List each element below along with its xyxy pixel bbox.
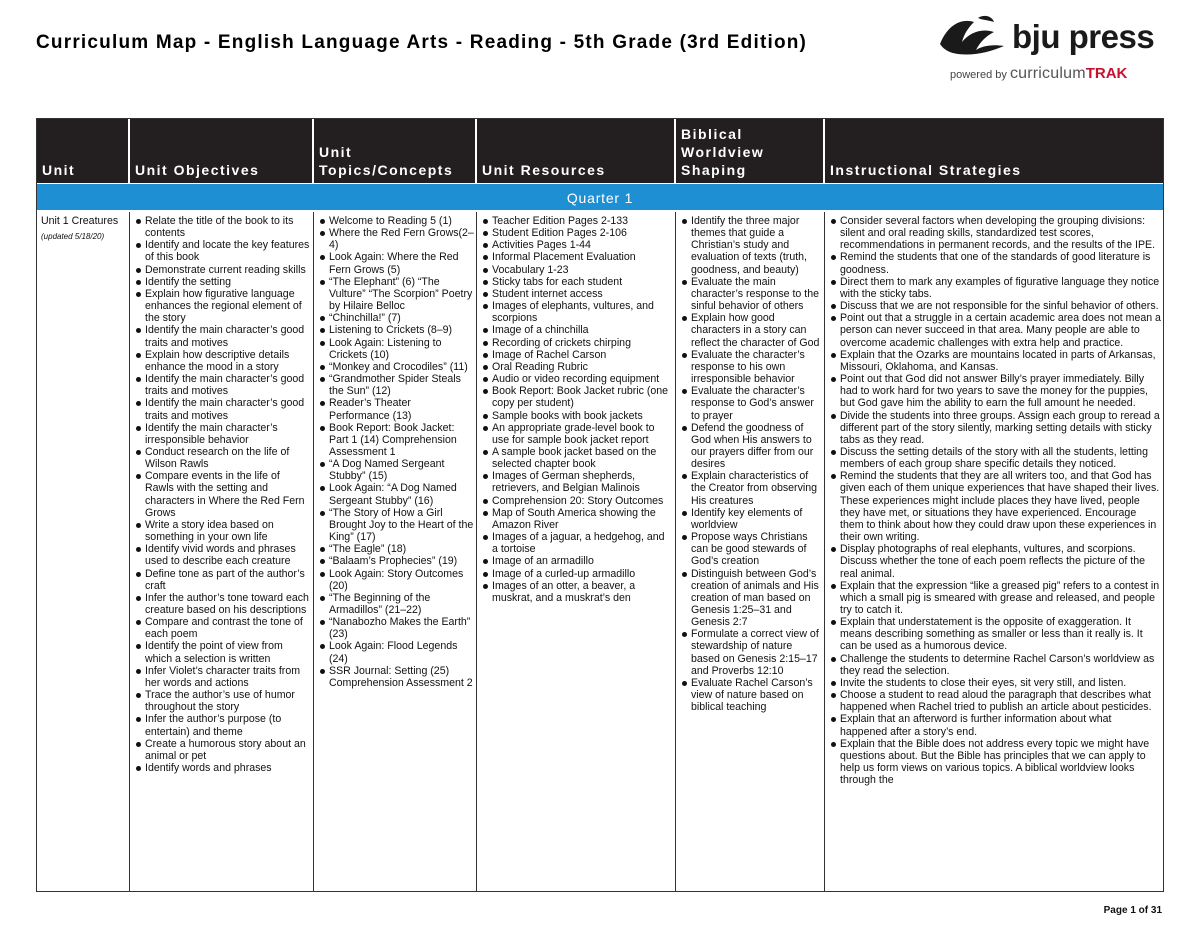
worldview-item: Evaluate Rachel Carson’s view of nature based on biblical teaching [680, 677, 822, 713]
unit-column [37, 212, 130, 891]
objectives-item: Write a story idea based on something in your own life [134, 519, 311, 543]
topics-column [314, 212, 477, 891]
objectives-item: Trace the author’s use of humor throughout the story [134, 689, 311, 713]
objectives-item: Explain how figurative language enhances the regional element of the story [134, 288, 311, 324]
resources-item: Images of elephants, vultures, and scorpions [481, 300, 673, 324]
strategies-item: Explain that understatement is the opposite of exaggeration. It means describing something as smaller or less than it really is. It can be used as a humorous device. [829, 616, 1161, 652]
resources-item: Teacher Edition Pages 2-133 [481, 215, 673, 227]
objectives-item: Identify and locate the key features of this book [134, 239, 311, 263]
strategies-item: Remind the students that they are all writers too, and that God has given each of them unique experiences that have shaped their lives. These experiences might include places they have lived, people they have met, or situations they have experienced. Encourage them to think about how they could draw upon these experiences in their own writing. [829, 470, 1161, 543]
header-resources: Unit Resources [477, 119, 676, 183]
resources-item: Comprehension 20: Story Outcomes [481, 495, 673, 507]
worldview-item: Explain characteristics of the Creator from observing His creatures [680, 470, 822, 506]
objectives-item: Define tone as part of the author’s craft [134, 568, 311, 592]
worldview-item: Distinguish between God’s creation of animals and His creation of man based on Genesis 1:25–31 and Genesis 2:7 [680, 568, 822, 629]
resources-column [477, 212, 676, 891]
header-objectives: Unit Objectives [130, 119, 314, 183]
topics-item: Look Again: Listening to Crickets (10) [318, 337, 474, 361]
topics-item: Where the Red Fern Grows(2–4) [318, 227, 474, 251]
objectives-column [130, 212, 314, 891]
strategies-item: Discuss that we are not responsible for the sinful behavior of others. [829, 300, 1161, 312]
objectives-item: Compare events in the life of Rawls with the setting and characters in Where the Red Fern Grows [134, 470, 311, 519]
quarter-banner: Quarter 1 [37, 183, 1163, 211]
topics-item: Look Again: Where the Red Fern Grows (5) [318, 251, 474, 275]
resources-item: Oral Reading Rubric [481, 361, 673, 373]
objectives-item: Identify the main character’s good traits and motives [134, 324, 311, 348]
objectives-item: Identify the main character’s good traits and motives [134, 373, 311, 397]
worldview-item: Formulate a correct view of stewardship of nature based on Genesis 2:15–17 and Proverbs 12:10 [680, 628, 822, 677]
strategies-item: Explain that an afterword is further information about what happened after a story’s end. [829, 713, 1161, 737]
topics-item: Look Again: Flood Legends (24) [318, 640, 474, 664]
topics-item: Book Report: Book Jacket: Part 1 (14) Comprehension Assessment 1 [318, 422, 474, 458]
resources-item: Images of a jaguar, a hedgehog, and a tortoise [481, 531, 673, 555]
strategies-column [825, 212, 1163, 891]
resources-list [481, 215, 673, 604]
trak-text: TRAK [1085, 65, 1128, 82]
objectives-item: Relate the title of the book to its contents [134, 215, 311, 239]
header-worldview: Biblical Worldview Shaping [676, 119, 825, 183]
resources-item: Map of South America showing the Amazon River [481, 507, 673, 531]
resources-item: Image of an armadillo [481, 555, 673, 567]
worldview-list [680, 215, 822, 713]
page-number: Page 1 of 31 [1103, 905, 1162, 916]
strategies-item: Explain that the Bible does not address every topic we might have questions about. But the Bible has principles that we can apply to help us form views on various topics. A biblical worldview looks through the [829, 738, 1161, 787]
topics-item: Welcome to Reading 5 (1) [318, 215, 474, 227]
strategies-item: Consider several factors when developing the grouping divisions: silent and oral reading skills, standardized test scores, recommendations in permanent records, and the results of the IPE. [829, 215, 1161, 251]
worldview-item: Evaluate the main character’s response to the sinful behavior of others [680, 276, 822, 312]
worldview-item: Explain how good characters in a story can reflect the character of God [680, 312, 822, 348]
strategies-item: Point out that a struggle in a certain academic area does not mean a person can never succeed in that area. Many people are able to overcome academic challenges with extra help and practice. [829, 312, 1161, 348]
topics-list [318, 215, 474, 689]
objectives-item: Identify the main character’s irresponsible behavior [134, 422, 311, 446]
strategies-item: Explain that the Ozarks are mountains located in parts of Arkansas, Missouri, Oklahoma, and Kansas. [829, 349, 1161, 373]
objectives-item: Explain how descriptive details enhance the mood in a story [134, 349, 311, 373]
header-unit: Unit [37, 119, 130, 183]
resources-item: Student Edition Pages 2-106 [481, 227, 673, 239]
topics-item: Look Again: “A Dog Named Sergeant Stubby” (16) [318, 482, 474, 506]
curriculum-text: curriculum [1009, 65, 1086, 82]
objectives-item: Infer the author’s purpose (to entertain) and theme [134, 713, 311, 737]
resources-item: Activities Pages 1-44 [481, 239, 673, 251]
objectives-item: Identify words and phrases [134, 762, 311, 774]
topics-item: “Grandmother Spider Steals the Sun” (12) [318, 373, 474, 397]
topics-item: SSR Journal: Setting (25) Comprehension Assessment 2 [318, 665, 474, 689]
resources-item: Sticky tabs for each student [481, 276, 673, 288]
worldview-item: Identify key elements of worldview [680, 507, 822, 531]
strategies-item: Invite the students to close their eyes, sit very still, and listen. [829, 677, 1161, 689]
objectives-item: Identify vivid words and phrases used to describe each creature [134, 543, 311, 567]
strategies-item: Point out that God did not answer Billy’s prayer immediately. Billy had to work hard for two years to save the money for the puppies, but God gave him the ability to earn the full amount he needed. [829, 373, 1161, 409]
strategies-item: Explain that the expression “like a greased pig” refers to a contest in which a small pig is smeared with grease and released, and people try to catch it. [829, 580, 1161, 616]
topics-item: Look Again: Story Outcomes (20) [318, 568, 474, 592]
brand-name: bju press [1012, 18, 1155, 55]
resources-item: Sample books with book jackets [481, 410, 673, 422]
worldview-item: Evaluate the character’s response to God’s answer to prayer [680, 385, 822, 421]
header-topics: Unit Topics/Concepts [314, 119, 477, 183]
strategies-item: Direct them to mark any examples of figurative language they notice with the sticky tabs. [829, 276, 1161, 300]
objectives-item: Demonstrate current reading skills [134, 264, 311, 276]
topics-item: “A Dog Named Sergeant Stubby” (15) [318, 458, 474, 482]
objectives-item: Infer the author’s tone toward each creature based on his descriptions [134, 592, 311, 616]
resources-item: Recording of crickets chirping [481, 337, 673, 349]
topics-item: “The Elephant” (6) “The Vulture” “The Scorpion” Poetry by Hilaire Belloc [318, 276, 474, 312]
resources-item: Images of an otter, a beaver, a muskrat, and a muskrat’s den [481, 580, 673, 604]
table-header [37, 119, 1163, 183]
unit-name: Unit 1 Creatures [41, 215, 119, 227]
strategies-item: Display photographs of real elephants, vultures, and scorpions. Discuss whether the tone of each poem reflects the picture of the real animal. [829, 543, 1161, 579]
powered-by-line [950, 65, 1127, 83]
strategies-item: Remind the students that one of the standards of good literature is goodness. [829, 251, 1161, 275]
header-strategies: Instructional Strategies [830, 162, 1022, 178]
document-title: Curriculum Map - English Language Arts - Reading - 5th Grade (3rd Edition) [36, 32, 808, 53]
worldview-item: Defend the goodness of God when His answers to our prayers differ from our desires [680, 422, 822, 471]
topics-item: “Nanabozho Makes the Earth” (23) [318, 616, 474, 640]
topics-item: “Monkey and Crocodiles” (11) [318, 361, 474, 373]
objectives-item: Infer Violet’s character traits from her words and actions [134, 665, 311, 689]
resources-item: Student internet access [481, 288, 673, 300]
objectives-item: Compare and contrast the tone of each poem [134, 616, 311, 640]
resources-item: Images of German shepherds, retrievers, and Belgian Malinois [481, 470, 673, 494]
curriculum-table [36, 118, 1164, 892]
unit-updated-date: (updated 5/18/20) [41, 232, 105, 242]
resources-item: Informal Placement Evaluation [481, 251, 673, 263]
strategies-list [829, 215, 1161, 786]
resources-item: An appropriate grade-level book to use for sample book jacket report [481, 422, 673, 446]
topics-item: “The Eagle” (18) [318, 543, 474, 555]
topics-item: Reader’s Theater Performance (13) [318, 397, 474, 421]
strategies-item: Challenge the students to determine Rachel Carson’s worldview as they read the selection. [829, 653, 1161, 677]
objectives-item: Identify the setting [134, 276, 311, 288]
strategies-item: Discuss the setting details of the story with all the students, letting members of each group share specific details they noticed. [829, 446, 1161, 470]
resources-item: A sample book jacket based on the selected chapter book [481, 446, 673, 470]
objectives-item: Conduct research on the life of Wilson Rawls [134, 446, 311, 470]
bird-logo-icon [934, 14, 1010, 60]
topics-item: “The Beginning of the Armadillos” (21–22) [318, 592, 474, 616]
worldview-column [676, 212, 825, 891]
topics-item: “Chinchilla!” (7) [318, 312, 474, 324]
topics-item: Listening to Crickets (8–9) [318, 324, 474, 336]
worldview-item: Evaluate the character’s response to his own irresponsible behavior [680, 349, 822, 385]
resources-item: Image of Rachel Carson [481, 349, 673, 361]
strategies-item: Divide the students into three groups. Assign each group to reread a different part of the story silently, marking setting details with sticky tabs as they read. [829, 410, 1161, 446]
resources-item: Book Report: Book Jacket rubric (one copy per student) [481, 385, 673, 409]
resources-item: Image of a chinchilla [481, 324, 673, 336]
bju-press-logo [934, 14, 1166, 84]
objectives-list [134, 215, 311, 774]
worldview-item: Identify the three major themes that guide a Christian’s study and evaluation of texts (truth, goodness, and beauty) [680, 215, 822, 276]
topics-item: “Balaam’s Prophecies” (19) [318, 555, 474, 567]
objectives-item: Identify the main character’s good traits and motives [134, 397, 311, 421]
worldview-item: Propose ways Christians can be good stewards of God’s creation [680, 531, 822, 567]
powered-by-text: powered by [950, 69, 1007, 81]
strategies-item: Choose a student to read aloud the paragraph that describes what happened when Rachel tried to publish an article about pesticides. [829, 689, 1161, 713]
topics-item: “The Story of How a Girl Brought Joy to the Heart of the King” (17) [318, 507, 474, 543]
objectives-item: Identify the point of view from which a selection is written [134, 640, 311, 664]
resources-item: Image of a curled-up armadillo [481, 568, 673, 580]
resources-item: Vocabulary 1-23 [481, 264, 673, 276]
resources-item: Audio or video recording equipment [481, 373, 673, 385]
objectives-item: Create a humorous story about an animal or pet [134, 738, 311, 762]
